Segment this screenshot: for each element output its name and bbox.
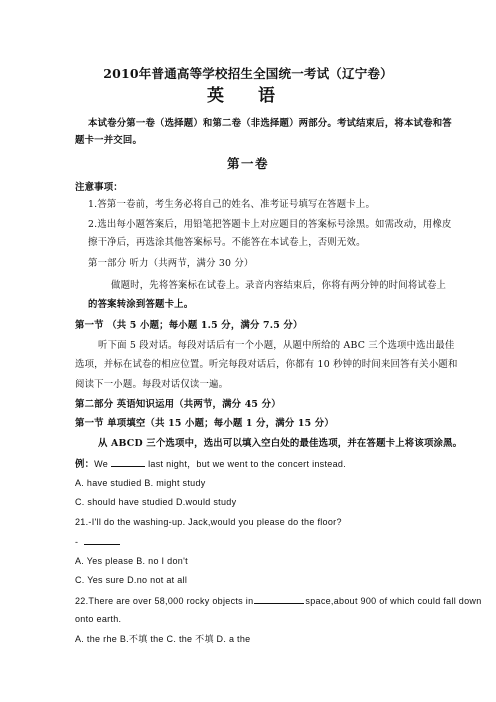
q21-stem: 21.-I'll do the washing-up. Jack,would you please do the floor? [75, 517, 342, 527]
part1-heading: 第一部分 听力（共两节，满分 30 分） [88, 258, 254, 269]
part2-section-heading: 第一节 单项填空（共 15 小题；每小题 1 分，满分 15 分） [75, 418, 334, 429]
example-options-ab: A. have studied B. might study [75, 478, 206, 488]
q21-options-cd: C. Yes sure D.no not at all [75, 575, 188, 585]
example-blank [111, 457, 145, 467]
q22-stem-line-1 [75, 594, 482, 608]
notes-heading: 注意事项： [75, 182, 123, 193]
q22-options: A. the rhe B.不填 the C. the 不填 D. a the [75, 634, 251, 644]
part2-heading: 第二部分 英语知识运用（共两节，满分 45 分） [75, 399, 281, 410]
exam-title: 2010年普通高等学校招生全国统一考试（辽宁卷） [103, 66, 393, 81]
section1-heading: 第一节 （共 5 小题；每小题 1.5 分，满分 7.5 分） [75, 320, 303, 331]
intro-line-2: 题卡一并交回。 [75, 135, 143, 146]
example-label: 例： [75, 459, 95, 470]
q22-stem-line-2: onto earth. [75, 614, 122, 624]
part2-instr: 从 ABCD 三个选项中，选出可以填入空白处的最佳选项，并在答题卡上将该项涂黑。 [98, 438, 463, 449]
q22-blank-1 [254, 594, 304, 604]
example-options-cd: C. should have studied D.would study [75, 497, 237, 507]
example-line [75, 457, 346, 471]
example-stem-post: last night，but we went to the concert instead. [148, 459, 346, 469]
section1-instr-line-3: 阅读下一小题。每段对话仅读一遍。 [75, 379, 229, 390]
subject-title: 英 语 [207, 86, 289, 106]
q22-stem-post: space,about 900 of which could fall down [305, 596, 482, 606]
volume-title: 第一卷 [226, 156, 269, 171]
section1-instr-line-1: 听下面 5 段对话。每段对话后有一个小题，从题中所给的 ABC 三个选项中选出最佳 [98, 340, 455, 351]
notes-item-2-line-2: 擦干净后，再选涂其他答案标号。不能答在本试卷上，否则无效。 [88, 237, 366, 248]
part1-instr-line-2: 的答案转涂到答题卡上。 [88, 299, 194, 310]
part1-instr-line-1: 做题时，先将答案标在试卷上。录音内容结束后，你将有两分钟的时间将试卷上 [111, 280, 447, 291]
q21-answer-line [75, 535, 123, 549]
q21-blank [84, 535, 120, 545]
q21-dash: - [75, 537, 79, 547]
q21-options-ab: A. Yes please B. no I don't [75, 556, 188, 566]
notes-item-1: 1.答第一卷前，考生务必将自己的姓名、准考证号填写在答题卡上。 [88, 199, 376, 210]
example-stem-pre: We [94, 459, 109, 469]
intro-line-1: 本试卷分第一卷（选择题）和第二卷（非选择题）两部分。考试结束后，将本试卷和答 [88, 118, 452, 129]
q22-stem-pre: 22.There are over 58,000 rocky objects in [75, 596, 254, 606]
notes-item-2-line-1: 2.选出每小题答案后，用铅笔把答题卡上对应题目的答案标号涂黑。如需改动，用橡皮 [88, 219, 452, 230]
section1-instr-line-2: 选项，并标在试卷的相应位置。听完每段对话后，你都有 10 秒钟的时间来回答有关小题和 [75, 359, 458, 370]
